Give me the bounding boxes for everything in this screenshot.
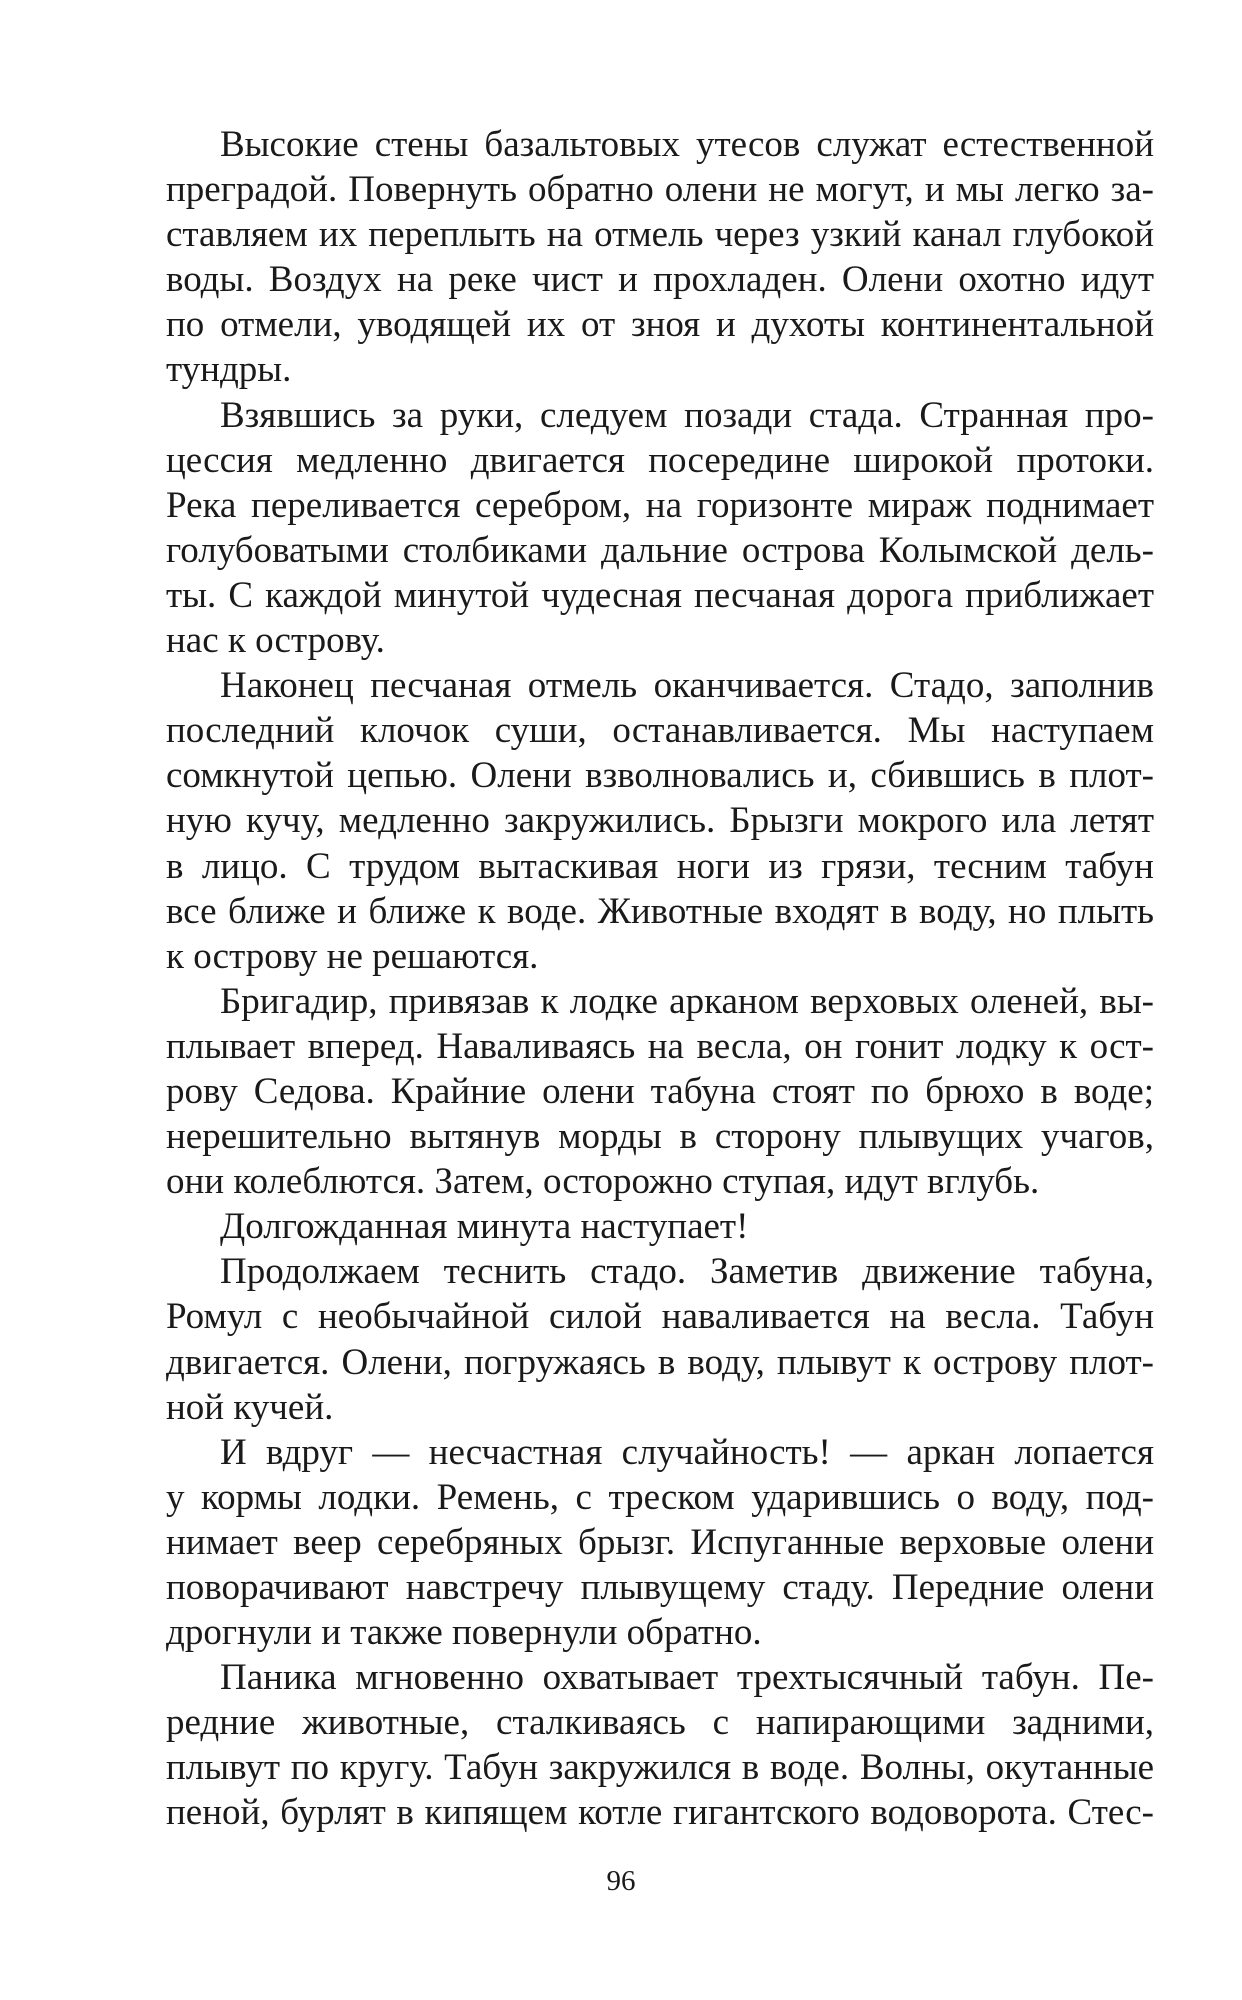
- text-line: Бригадир, привязав к лодке арканом верховых оленей, вы-: [220, 980, 1154, 1022]
- text-line: Высокие стены базальтовых утесов служат естественной: [220, 124, 1154, 165]
- text-line: по отмели, уводящей их от зноя и духоты континентальной: [166, 304, 1154, 346]
- paragraph: [166, 122, 1154, 393]
- text-line: поворачивают навстречу плывущему стаду. Передние олени: [166, 1567, 1154, 1608]
- text-line: все ближе и ближе к воде. Животные входят в воду, но плыть: [166, 890, 1154, 932]
- text-line: Паника мгновенно охватывает трехтысячный табун. Пе-: [220, 1657, 1154, 1699]
- text-line: ной кучей.: [166, 1386, 334, 1428]
- paragraph: [166, 1249, 1154, 1429]
- text-line: они колеблются. Затем, осторожно ступая, идут вглубь.: [166, 1161, 1040, 1203]
- text-line: ты. С каждой минутой чудесная песчаная дорога приближает: [166, 574, 1154, 616]
- text-line: пеной, бурлят в кипящем котле гигантского водоворота. Стес-: [166, 1792, 1154, 1834]
- text-line: сомкнутой цепью. Олени взволновались и, сбившись в плот-: [166, 755, 1154, 797]
- text-line: цессия медленно двигается посередине широкой протоки.: [166, 439, 1154, 481]
- text-line: нимает веер серебряных брызг. Испуганные верховые олени: [166, 1521, 1154, 1563]
- book-page-text: [166, 122, 1154, 1836]
- text-line: двигается. Олени, погружаясь в воду, плывут к острову плот-: [166, 1341, 1154, 1383]
- text-line: в лицо. С трудом вытаскивая ноги из грязи, тесним табун: [166, 845, 1154, 887]
- text-line: у кормы лодки. Ремень, с треском ударившись о воду, под-: [166, 1476, 1154, 1518]
- text-line: дрогнули и также повернули обратно.: [166, 1612, 762, 1654]
- text-line: ставляем их переплыть на отмель через узкий канал глубокой: [166, 214, 1154, 256]
- text-line: тундры.: [166, 349, 292, 391]
- text-line: Долгожданная минута наступает!: [220, 1206, 749, 1248]
- paragraph: [166, 663, 1154, 979]
- text-line: Наконец песчаная отмель оканчивается. Стадо, заполнив: [220, 665, 1154, 707]
- text-line: ную кучу, медленно закружились. Брызги мокрого ила летят: [166, 800, 1154, 842]
- text-line: Продолжаем теснить стадо. Заметив движение табуна,: [220, 1251, 1154, 1293]
- text-line: плывает вперед. Наваливаясь на весла, он гонит лодку к ост-: [166, 1025, 1154, 1067]
- text-line: И вдруг — несчастная случайность! — аркан лопается: [220, 1431, 1154, 1473]
- text-line: к острову не решаются.: [166, 935, 539, 977]
- paragraph: [166, 1430, 1154, 1655]
- text-line: последний клочок суши, останавливается. Мы наступаем: [166, 710, 1154, 752]
- text-line: нерешительно вытянув морды в сторону плывущих учагов,: [166, 1116, 1154, 1158]
- text-line: Ромул с необычайной силой наваливается на весла. Табун: [166, 1296, 1154, 1338]
- paragraph: [166, 393, 1154, 664]
- paragraph: [166, 979, 1154, 1204]
- page-number: 96: [606, 1865, 636, 1897]
- text-line: преградой. Повернуть обратно олени не могут, и мы легко за-: [166, 169, 1154, 211]
- text-line: Река переливается серебром, на горизонте мираж поднимает: [166, 484, 1154, 526]
- text-line: рову Седова. Крайние олени табуна стоят по брюхо в воде;: [166, 1070, 1154, 1112]
- text-line: плывут по кругу. Табун закружился в воде. Волны, окутанные: [166, 1747, 1154, 1789]
- paragraph: [166, 1655, 1154, 1835]
- text-line: редние животные, сталкиваясь с напирающими задними,: [166, 1702, 1154, 1744]
- text-line: голубоватыми столбиками дальние острова Колымской дель-: [166, 529, 1154, 571]
- text-line: нас к острову.: [166, 620, 385, 662]
- paragraph: [166, 1204, 1154, 1249]
- text-line: воды. Воздух на реке чист и прохладен. Олени охотно идут: [166, 259, 1154, 301]
- text-line: Взявшись за руки, следуем позади стада. Странная про-: [220, 394, 1154, 436]
